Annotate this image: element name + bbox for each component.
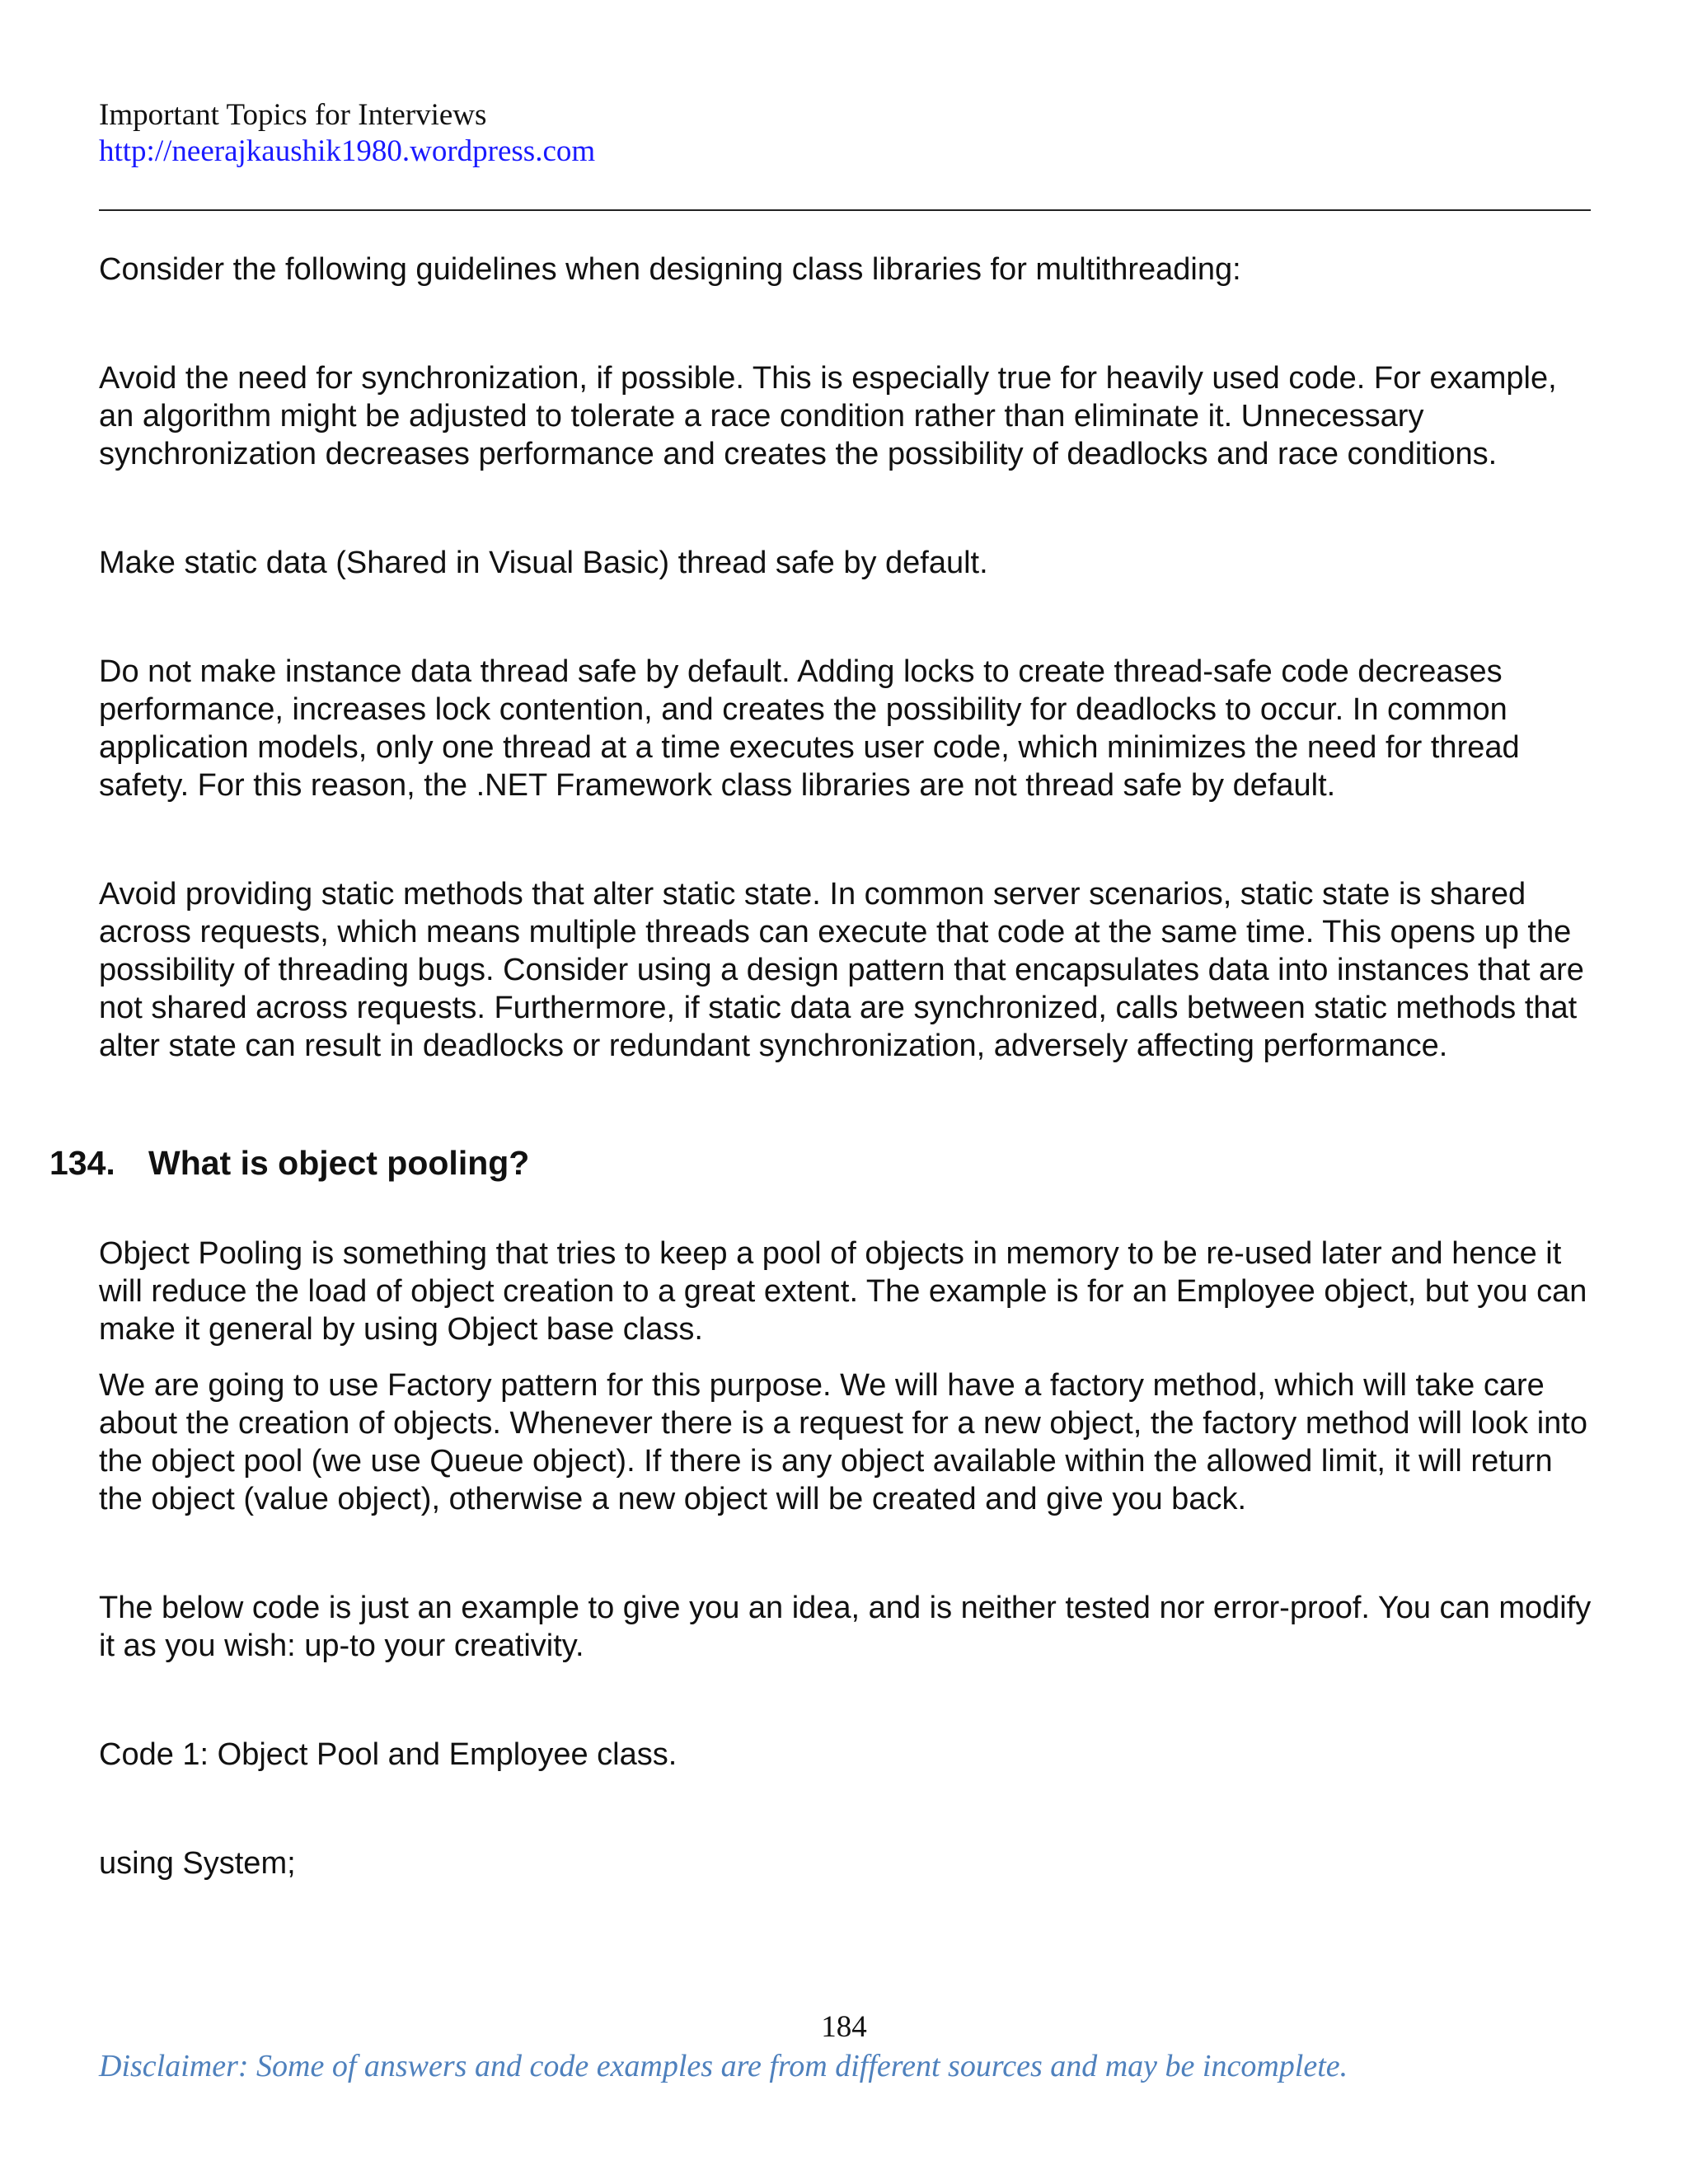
code-line: using System; <box>99 1846 296 1881</box>
page-content <box>49 247 1599 1882</box>
section-heading <box>49 1142 1550 1183</box>
guideline-instance-data: Do not make instance data thread safe by default. Adding locks to create thread-safe code decreases performance, increases lock contention, and creates the possibility for deadlocks to occur. In common application models, only one thread at a time executes user code, which minimizes the need for thread safety. For this reason, the .NET Framework class libraries are not thread safe by default. <box>99 654 1520 803</box>
factory-pattern-paragraph: We are going to use Factory pattern for this purpose. We will have a factory method, which will take care about the creation of objects. Whenever there is a request for a new object, the factory method will look into the object pool (we use Queue object). If there is any object available within the allowed limit, it will return the object (value object), otherwise a new object will be created and give you back. <box>99 1368 1587 1516</box>
code-disclaimer-paragraph: The below code is just an example to give you an idea, and is neither tested nor error-proof. You can modify it as you wish: up-to your creativity. <box>99 1591 1592 1663</box>
guideline-synchronization: Avoid the need for synchronization, if possible. This is especially true for heavily used code. For example, an algorithm might be adjusted to tolerate a race condition rather than eliminate it. Unnecessary synchronization decreases performance and creates the possibility of deadlocks and race conditions. <box>99 361 1557 471</box>
page-header <box>99 97 1599 170</box>
intro-paragraph: Consider the following guidelines when designing class libraries for multithreading: <box>99 252 1241 287</box>
object-pooling-definition: Object Pooling is something that tries to keep a pool of objects in memory to be re-used later and hence it will reduce the load of object creation to a great extent. The example is for an Employee object, but you can make it general by using Object base class. <box>99 1236 1587 1347</box>
header-link[interactable]: http://neerajkaushik1980.wordpress.com <box>99 134 596 168</box>
code-caption: Code 1: Object Pool and Employee class. <box>99 1737 678 1772</box>
header-divider <box>99 209 1591 211</box>
header-title: Important Topics for Interviews <box>99 98 487 132</box>
section-title: What is object pooling? <box>148 1144 530 1182</box>
footer-disclaimer: Disclaimer: Some of answers and code examples are from different sources and may be incomplete. <box>99 2049 1348 2083</box>
page-number: 184 <box>821 2010 867 2044</box>
guideline-static-methods: Avoid providing static methods that alter static state. In common server scenarios, static state is shared across requests, which means multiple threads can execute that code at the same time. This opens up the possibility of threading bugs. Consider using a design pattern that encapsulates data into instances that are not shared across requests. Furthermore, if static data are synchronized, calls between static methods that alter state can result in deadlocks or redundant synchronization, adversely affecting performance. <box>99 877 1584 1063</box>
section-number: 134. <box>49 1144 115 1182</box>
guideline-static-data: Make static data (Shared in Visual Basic) thread safe by default. <box>99 546 988 580</box>
